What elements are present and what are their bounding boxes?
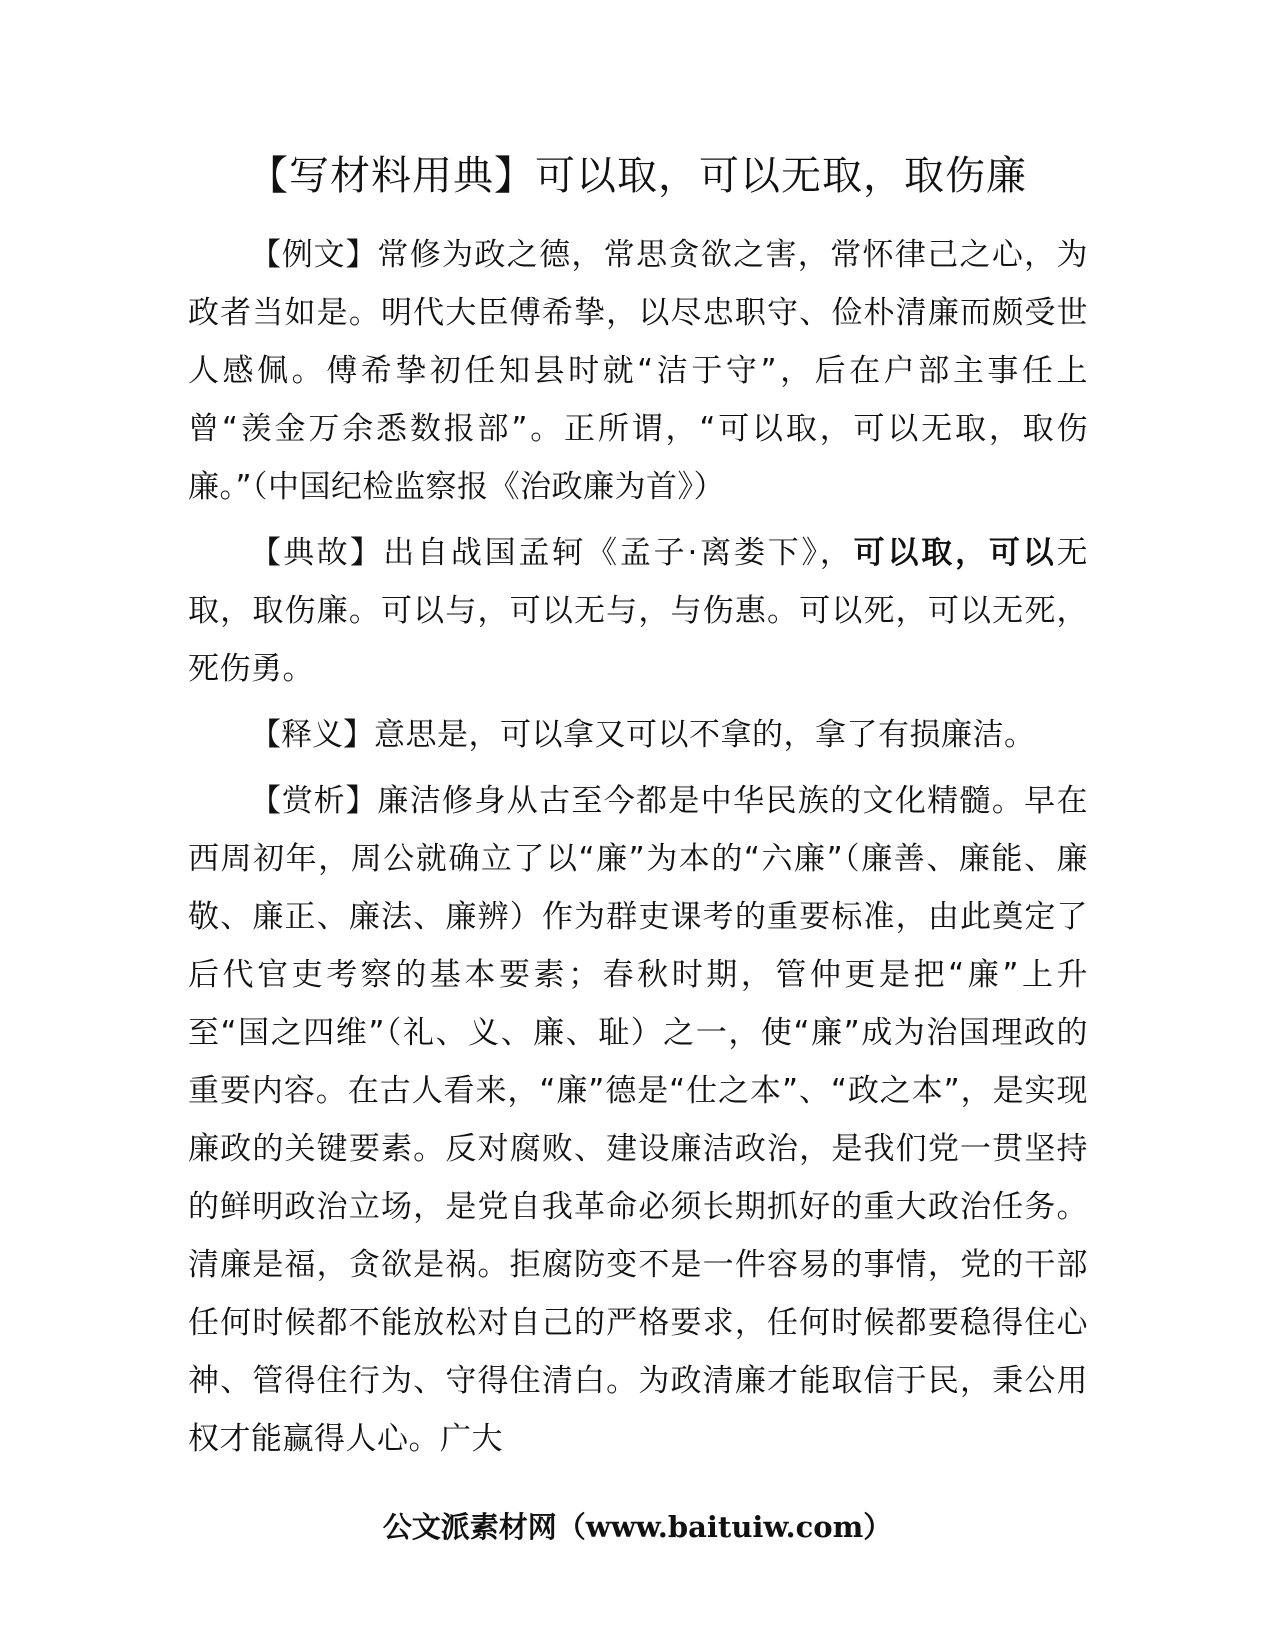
allusion-source-text: 出自战国孟轲《孟子·离娄下》， bbox=[383, 535, 854, 571]
allusion-quote-text: 无取，取伤廉。可以与，可以无与，与伤惠。可以死，可以无死，死伤勇。 bbox=[188, 535, 1089, 687]
paragraph-appreciation bbox=[188, 772, 1088, 1468]
page-footer bbox=[0, 1505, 1275, 1549]
paragraph-allusion bbox=[188, 524, 1088, 698]
paragraph-example bbox=[188, 226, 1088, 516]
example-label: 【例文】 bbox=[250, 237, 378, 273]
page-title: 【写材料用典】可以取，可以无取，取伤廉 bbox=[248, 153, 1027, 199]
footer-site-name: 公文派素材网 bbox=[382, 1510, 557, 1544]
paragraph-meaning bbox=[188, 706, 1088, 764]
document-body bbox=[188, 226, 1088, 1476]
meaning-label: 【释义】 bbox=[250, 717, 374, 753]
example-text: 常修为政之德，常思贪欲之害，常怀律己之心，为政者当如是。明代大臣傅希挚，以尽忠职守、俭朴清廉而颇受世人感佩。傅希挚初任知县时就“洁于守”，后在户部主事任上曾“羡金万余悉数报部”。正所谓，“可以取，可以无取，取伤廉。”（中国纪检监察报《治政廉为首》） bbox=[188, 237, 1089, 505]
allusion-label: 【典故】 bbox=[250, 535, 384, 571]
appreciation-label: 【赏析】 bbox=[250, 783, 378, 819]
meaning-text: 意思是，可以拿又可以不拿的，拿了有损廉洁。 bbox=[374, 717, 1036, 753]
footer-url: （www.baituiw.com） bbox=[556, 1510, 893, 1544]
appreciation-text: 廉洁修身从古至今都是中华民族的文化精髓。早在西周初年，周公就确立了以“廉”为本的“六廉”（廉善、廉能、廉敬、廉正、廉法、廉辨）作为群吏课考的重要标准，由此奠定了后代官吏考察的基本要素；春秋时期，管仲更是把“廉”上升至“国之四维”（礼、义、廉、耻）之一，使“廉”成为治国理政的重要内容。在古人看来，“廉”德是“仕之本”、“政之本”，是实现廉政的关键要素。反对腐败、建设廉洁政治，是我们党一贯坚持的鲜明政治立场，是党自我革命必须长期抓好的重大政治任务。清廉是福，贪欲是祸。拒腐防变不是一件容易的事情，党的干部任何时候都不能放松对自己的严格要求，任何时候都要稳得住心神、管得住行为、守得住清白。为政清廉才能取信于民，秉公用权才能赢得人心。广大 bbox=[188, 783, 1089, 1457]
allusion-emphasis-text: 可以取，可以 bbox=[853, 535, 1057, 571]
